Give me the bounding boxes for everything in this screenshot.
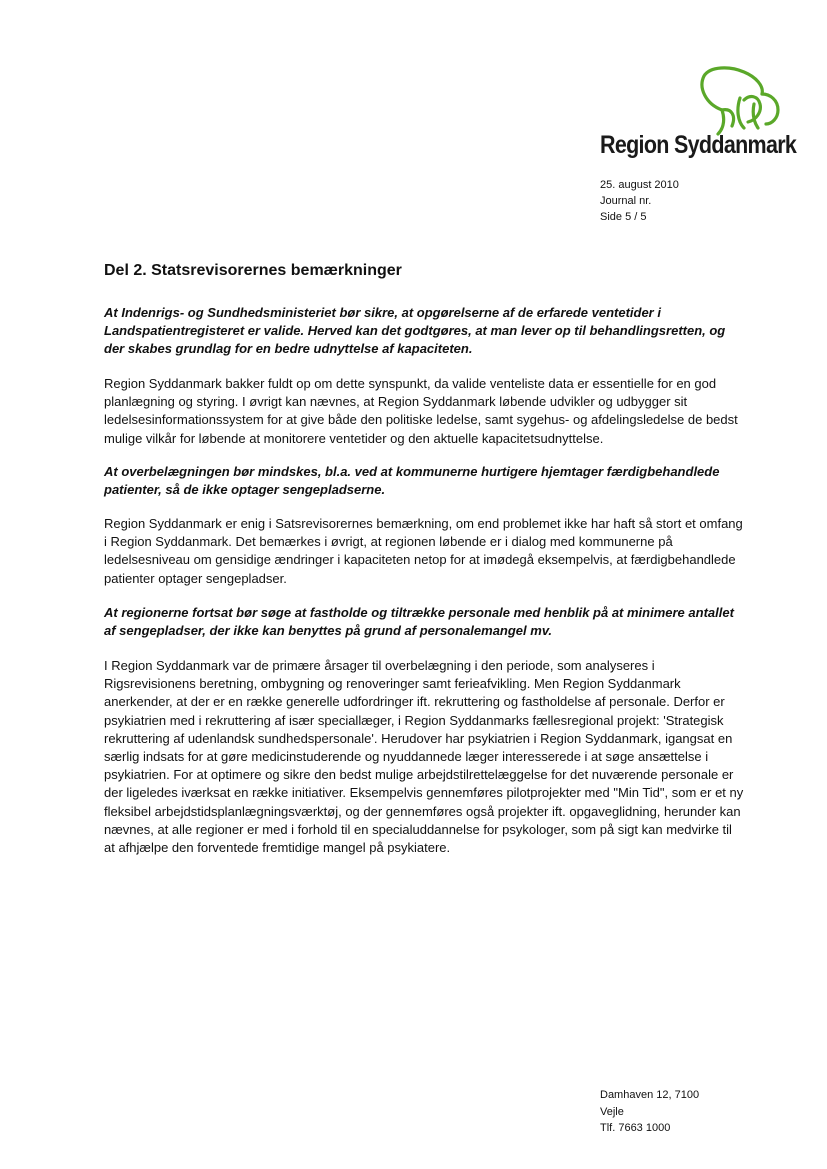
footer-address	[600, 1087, 699, 1137]
statement-1: At Indenrigs- og Sundhedsministeriet bør sikre, at opgørelserne af de erfarede ventetider i Landspatientregisteret er valide. Herved kan det godtgøres, at man lever op til behandlingsretten, og der skabes grundlag for en bedre udnyttelse af kapaciteten.	[104, 305, 726, 357]
journal-number: Journal nr.	[600, 195, 652, 207]
leaf-logo-icon	[692, 64, 788, 136]
statement-3: At regionerne fortsat bør søge at fastholde og tiltrække personale med henblik på at minimere antallet af sengepladser, der ikke kan benyttes på grund af personalemangel mv.	[104, 605, 734, 639]
response-1: Region Syddanmark bakker fuldt op om dette synspunkt, da valide venteliste data er essentielle for en god planlægning og styring. I øvrigt kan nævnes, at Region Syddanmark løbende udvikler og udbygger sit ledelsesinformationssystem for at give både den politiske ledelse, samt sygehus- og afdelingsledelse de bedst mulige vilkår for løbende at monitorere ventetider og den aktuelle kapacitetsudnyttelse.	[104, 376, 738, 446]
street-address: Damhaven 12, 7100	[600, 1089, 700, 1101]
response-2: Region Syddanmark er enig i Satsrevisorernes bemærkning, om end problemet ikke har haft så stort et omfang i Region Syddanmark. Det bemærkes i øvrigt, at regionen løbende er i dialog med kommunerne på ledelsesniveau om gensidige ændringer i kapaciteten netop for at imødegå eksempelvis, at færdigbehandlede patienter optager sengepladser.	[104, 516, 743, 586]
logo-wordmark: Region Syddanmark	[600, 131, 797, 159]
city: Vejle	[600, 1105, 624, 1118]
statement-2: At overbelægningen bør mindskes, bl.a. ved at kommunerne hurtigere hjemtager færdigbehandlede patienter, så de ikke optager sengepladserne.	[104, 464, 720, 498]
phone-number: Tlf. 7663 1000	[600, 1122, 671, 1134]
region-syddanmark-logo	[596, 64, 796, 164]
page-number: Side 5 / 5	[600, 211, 647, 223]
response-3: I Region Syddanmark var de primære årsager til overbelægning i den periode, som analyseres i Rigsrevisionens beretning, ombygning og renoveringer samt ferieafvikling. Men Region Syddanmark anerkender, at der er en række generelle udfordringer ift. rekruttering og fastholdelse af personale. Derfor er psykiatrien med i rekruttering af især speciallæger, i Region Syddanmarks fællesregional projekt: 'Strategisk rekruttering af udenlandsk sundhedspersonale'. Herudover har psykiatrien i Region Syddanmark, igangsat en særlig indsats for at gøre medicinstuderende og nyuddannede læger interesserede i at søge ansættelse i psykiatrien. For at optimere og sikre den bedst mulige arbejdstilrettelæggelse for det nuværende personale er der ligeledes iværksat en række initiativer. Eksempelvis gennemføres pilotprojekter med "Min Tid", som er et ny fleksibel arbejdstidsplanlægningsværktøj, og der gennemføres også projekter ift. opgaveglidning, herunder kan nævnes, at alle regioner er med i forhold til en specialuddannelse for psykologer, som på sigt kan medvirke til at afhjælpe den forventede fremtidige mangel på psykiatere.	[104, 658, 744, 856]
document-date: 25. august 2010	[600, 179, 679, 191]
document-meta	[600, 177, 679, 225]
section-title: Del 2. Statsrevisorernes bemærkninger	[104, 262, 402, 279]
